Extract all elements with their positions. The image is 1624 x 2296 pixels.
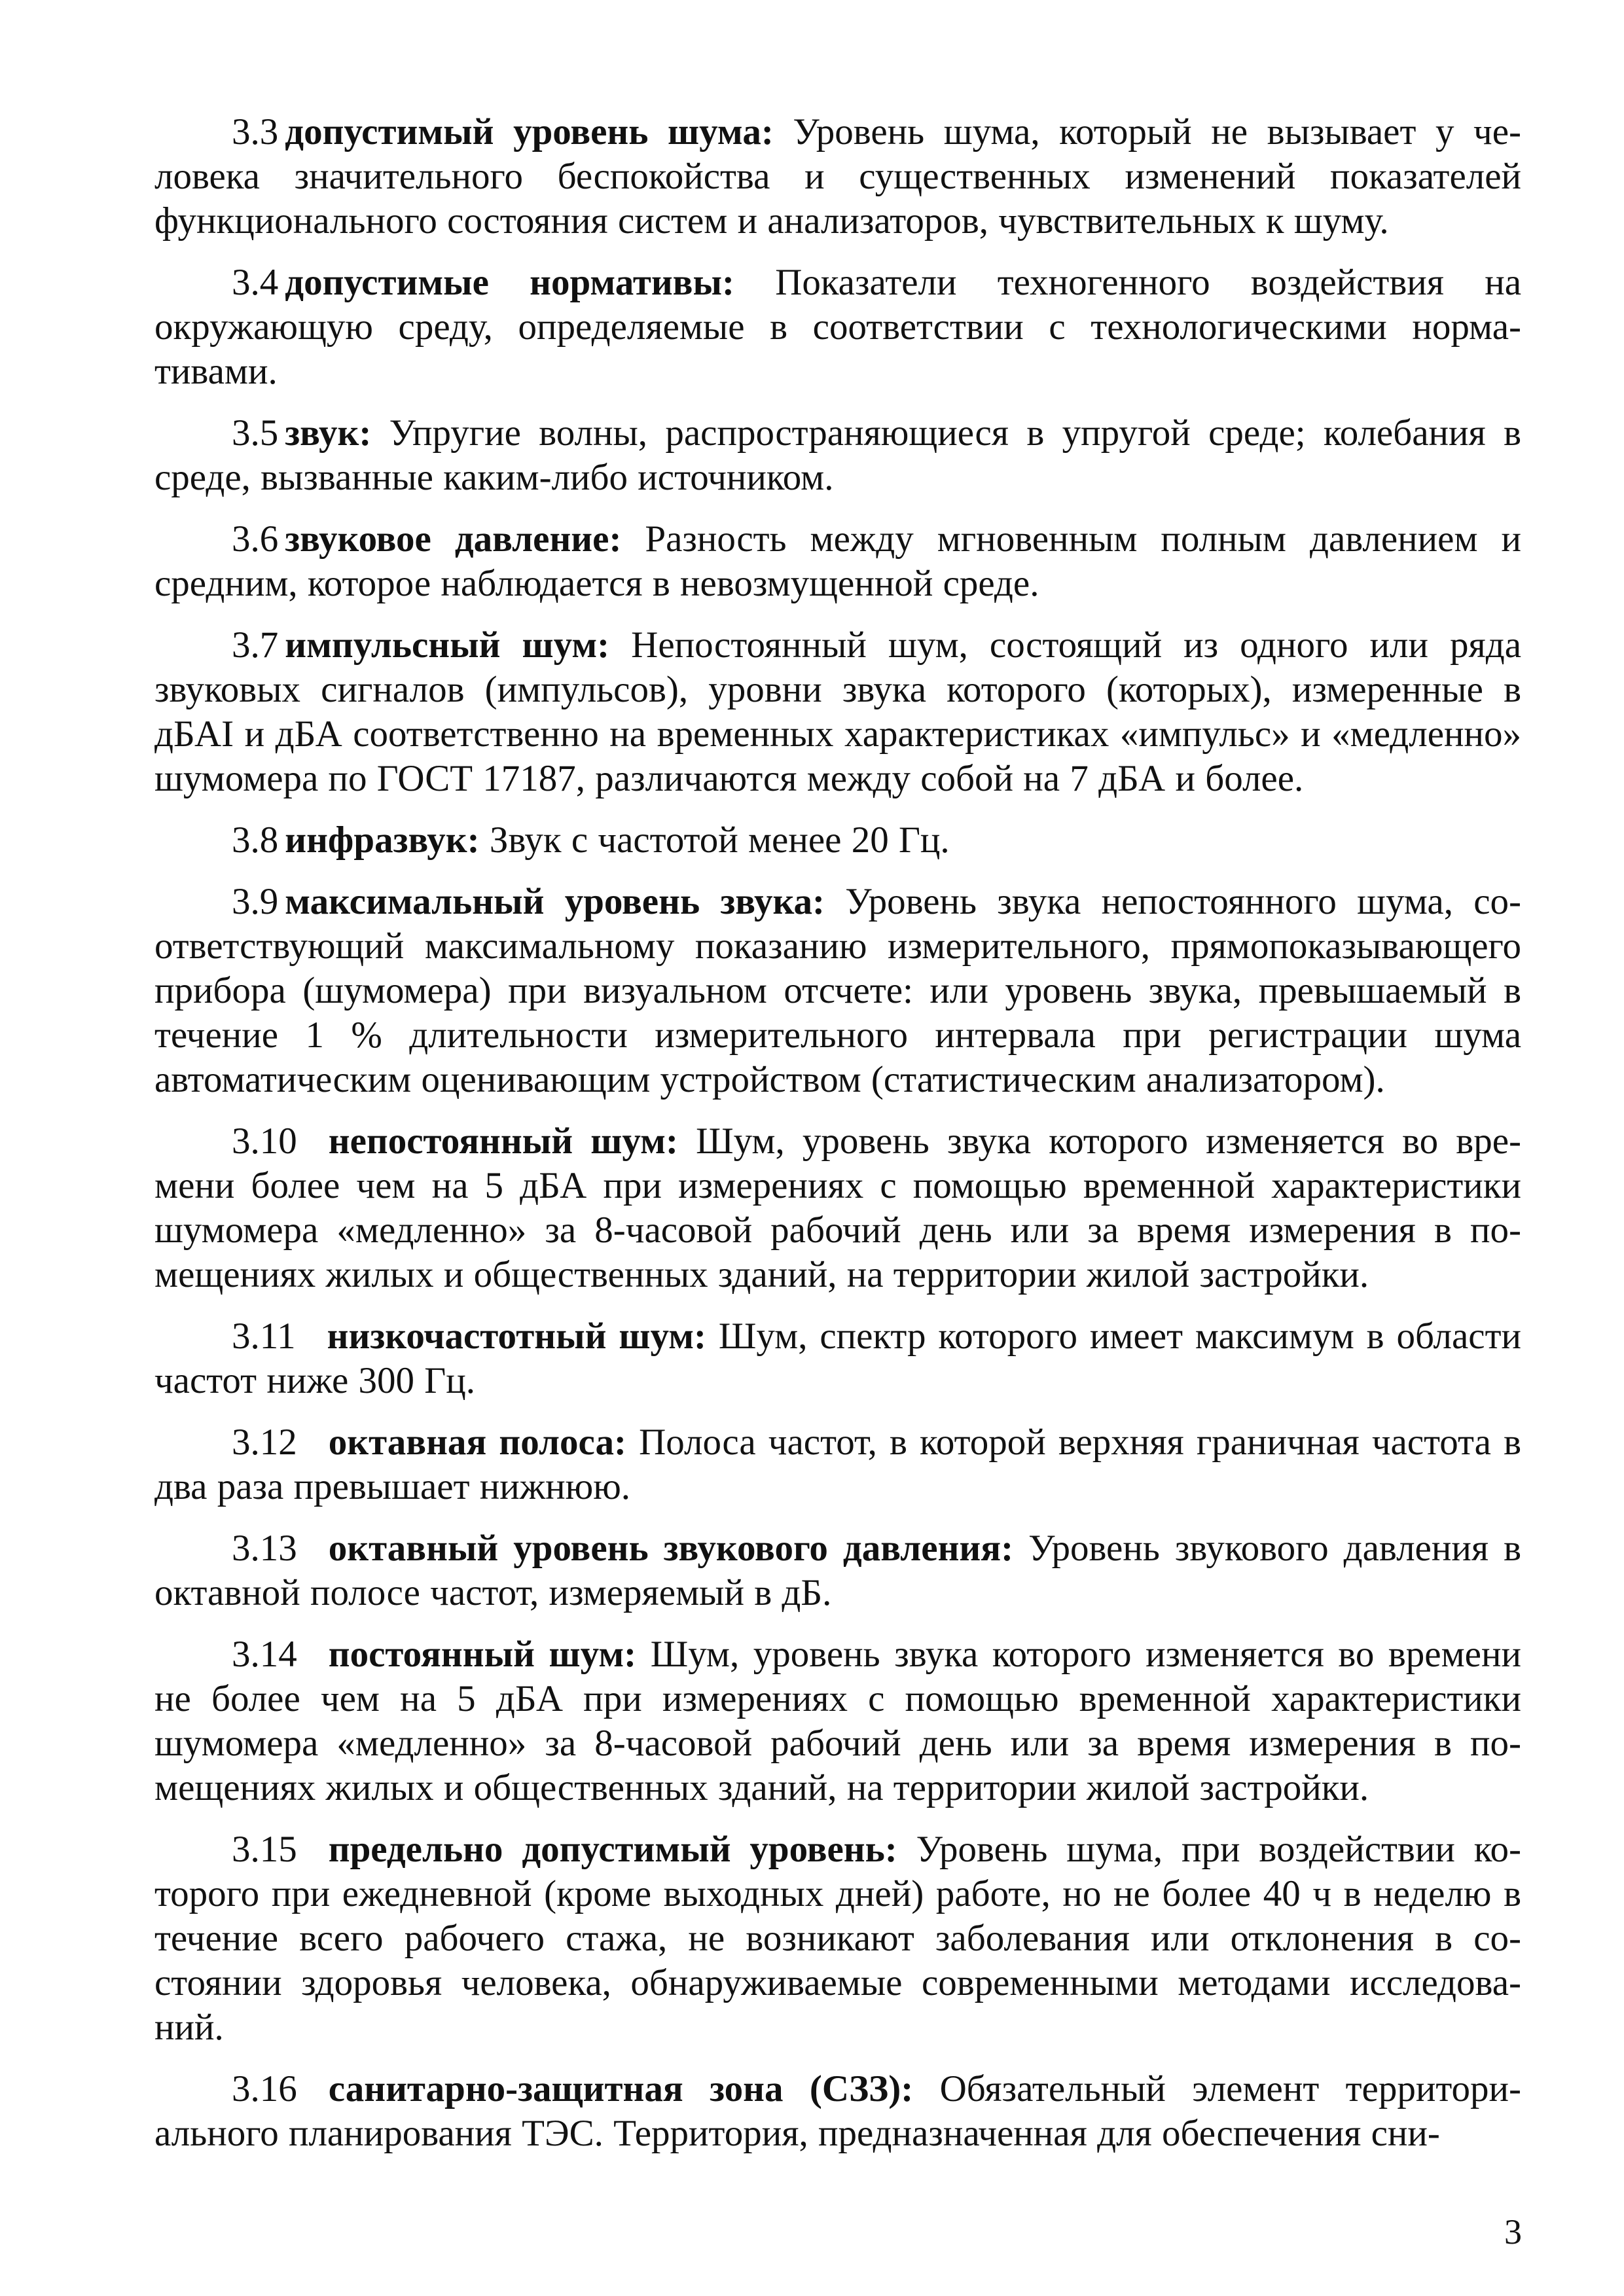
definition-term: допустимый уровень шума:	[285, 111, 774, 152]
definition-term: звуковое давление:	[285, 518, 622, 560]
definition-3-7	[154, 623, 1521, 801]
definitions-list	[154, 110, 1521, 2173]
definition-text: Полоса частот, в которой верхняя граничная частота в два раза превышает нижнюю.	[154, 1422, 1522, 1507]
definition-number: 3.15	[232, 1829, 297, 1870]
definition-text: Уровень звукового давления в октавной полосе частот, измеряемый в дБ.	[154, 1528, 1521, 1613]
definition-text: Уровень звука непостоянного шума, соответствующий максимальному показанию измерительного, прямопоказывающего прибора (шумомера) при визуальном отсчете: или уровень звука, превышаемый в течение 1 % длительности измерительного интервала при регистрации шума автоматическим оценивающим устройством (статистическим анализатором).	[154, 881, 1522, 1100]
definition-3-10	[154, 1119, 1521, 1297]
definition-text: Шум, уровень звука которого изменяется во времени более чем на 5 дБА при измерениях с помощью временной характеристики шумомера «медленно» за 8-часовой рабочий день или за время измерения в помещениях жилых и общественных зданий, на территории жилой застройки.	[154, 1121, 1521, 1295]
definition-term: постоянный шум:	[328, 1634, 637, 1675]
definition-number: 3.3	[232, 111, 279, 152]
definition-term: допустимые нормативы:	[285, 262, 734, 303]
definition-text: Показатели техногенного воздействия на окружающую среду, определяемые в соответствии с технологическими нормативами.	[154, 262, 1522, 392]
definition-text: Упругие волны, распространяющиеся в упругой среде; колебания в среде, вызванные каким-либо источником.	[154, 412, 1521, 498]
definition-term: инфразвук:	[285, 819, 480, 861]
definition-3-15	[154, 1827, 1521, 2050]
definition-number: 3.12	[232, 1422, 297, 1463]
definition-number: 3.7	[232, 624, 279, 666]
definition-3-16	[154, 2067, 1521, 2156]
definition-term: максимальный уровень звука:	[285, 881, 825, 922]
definition-3-6	[154, 517, 1521, 606]
definition-number: 3.9	[232, 881, 279, 922]
definition-3-12	[154, 1420, 1521, 1509]
definition-3-5	[154, 411, 1521, 500]
definition-text: Уровень шума, который не вызывает у человека значительного беспокойства и существенных изменений показателей функционального состояния систем и анализаторов, чувствительных к шуму.	[154, 111, 1521, 242]
definition-term: низкочастотный шум:	[327, 1316, 707, 1357]
definition-term: предельно допустимый уровень:	[328, 1829, 897, 1870]
definition-text: Разность между мгновенным полным давлением и средним, которое наблюдается в невозмущенной среде.	[154, 518, 1521, 604]
definition-number: 3.14	[232, 1634, 297, 1675]
page-number: 3	[1504, 2212, 1522, 2251]
definition-3-14	[154, 1632, 1521, 1810]
definition-term: импульсный шум:	[285, 624, 610, 666]
definition-text: Обязательный элемент территориального планирования ТЭС. Территория, предназначенная для обеспечения сни-	[154, 2068, 1521, 2154]
definition-number: 3.13	[232, 1528, 297, 1569]
definition-term: октавный уровень звукового давления:	[328, 1528, 1014, 1569]
definition-3-3	[154, 110, 1521, 243]
definition-3-9	[154, 880, 1521, 1102]
definition-number: 3.10	[232, 1121, 297, 1162]
definition-term: непостоянный шум:	[328, 1121, 678, 1162]
definition-number: 3.5	[232, 412, 279, 454]
definition-number: 3.11	[232, 1316, 296, 1357]
definition-text: Звук с частотой менее 20 Гц.	[489, 819, 950, 861]
definition-number: 3.4	[232, 262, 279, 303]
definition-number: 3.16	[232, 2068, 297, 2109]
definition-term: санитарно-защитная зона (СЗЗ):	[328, 2068, 914, 2109]
definition-3-8	[154, 818, 1521, 863]
definition-3-13	[154, 1526, 1521, 1615]
definition-3-11	[154, 1314, 1521, 1403]
definition-3-4	[154, 260, 1521, 394]
definition-text: Шум, спектр которого имеет максимум в области частот ниже 300 Гц.	[154, 1316, 1521, 1401]
definition-number: 3.8	[232, 819, 279, 861]
definition-term: октавная полоса:	[328, 1422, 626, 1463]
definition-text: Уровень шума, при воздействии которого при ежедневной (кроме выходных дней) работе, но не более 40 ч в неделю в течение всего рабочего стажа, не возникают заболевания или отклонения в состоянии здоровья человека, обнаруживаемые современными методами исследований.	[154, 1829, 1522, 2048]
definition-text: Непостоянный шум, состоящий из одного или ряда звуковых сигналов (импульсов), уровни звука которого (которых), измеренные в дБАI и дБА соответственно на временных характеристиках «импульс» и «медленно» шумомера по ГОСТ 17187, различаются между собой на 7 дБА и более.	[154, 624, 1522, 799]
definition-number: 3.6	[232, 518, 279, 560]
definition-text: Шум, уровень звука которого изменяется во времени не более чем на 5 дБА при измерениях с помощью временной характеристики шумомера «медленно» за 8-часовой рабочий день или за время измерения в помещениях жилых и общественных зданий, на территории жилой застройки.	[154, 1634, 1521, 1808]
definition-term: звук:	[285, 412, 372, 454]
